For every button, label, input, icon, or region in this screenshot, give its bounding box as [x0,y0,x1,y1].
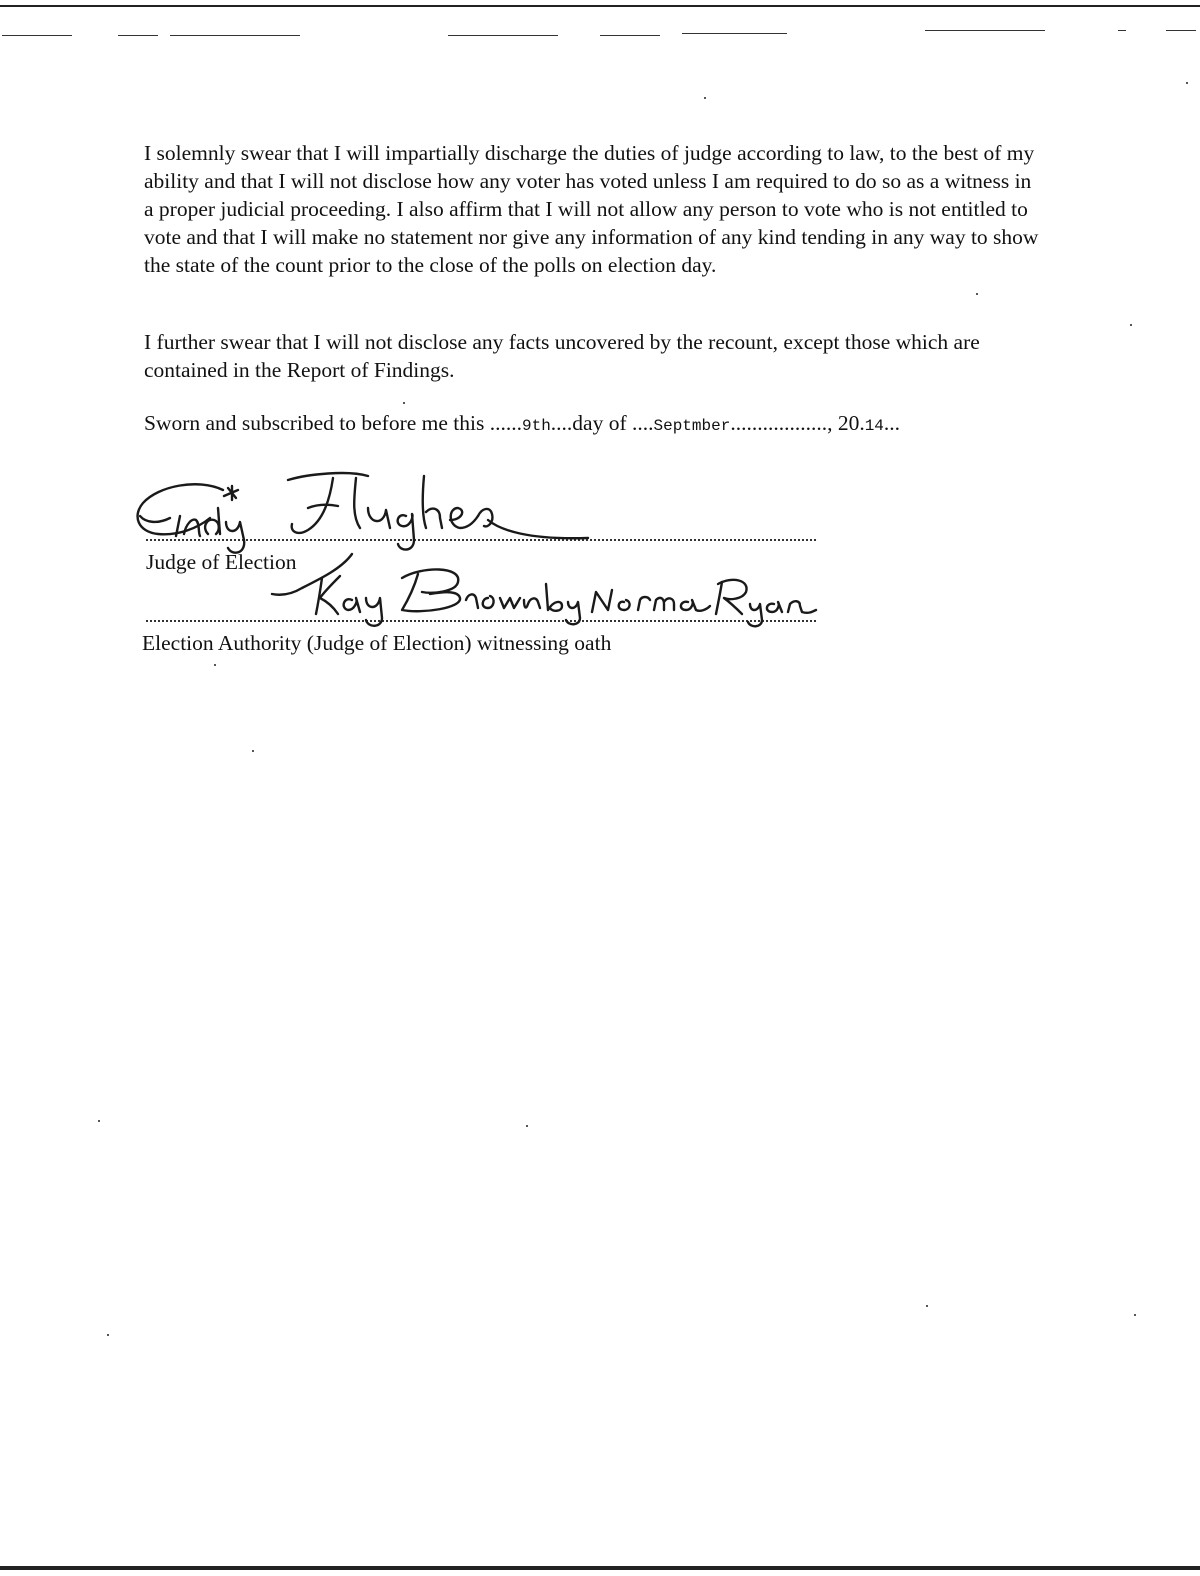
scan-artifact [1166,30,1196,31]
scan-speck [1186,82,1188,84]
scan-artifact [2,35,72,36]
authority-signature [262,548,822,628]
dot-leader: .... [632,411,654,435]
oath-paragraph-1: I solemnly swear that I will impartially discharge the duties of judge according to law, to the best of my ability and that I will not disclose how any voter has voted unless I am required to do so as a witness in a proper judicial proceeding. I also affirm that I will not allow any person to vote who is not entitled to vote and that I will make no statement nor give any information of any kind tending in any way to show the state of the count prior to the close of the polls on election day. [144,141,1039,277]
election-authority-label: Election Authority (Judge of Election) witnessing oath [142,631,612,655]
scan-artifact [682,33,787,34]
scan-artifact [1118,30,1126,31]
year-prefix: , 20. [827,411,865,435]
scan-artifact [118,35,158,36]
top-scan-border [0,5,1200,7]
sworn-day-value: 9th [521,417,551,435]
scan-speck [214,664,216,666]
scan-artifact [925,30,1045,31]
oath-paragraph-2: I further swear that I will not disclose any facts uncovered by the recount, except those which are contained in the Report of Findings. [144,330,980,382]
dot-leader: ...... [489,411,522,435]
judge-of-election-label: Judge of Election [146,550,297,574]
scan-artifact [170,35,300,36]
sworn-year-value: 14 [864,417,884,435]
sworn-month-value: Septmber [653,417,731,435]
scan-speck [98,1120,100,1122]
scan-artifact [448,35,558,36]
scan-artifact [600,35,660,36]
dot-leader: ... [883,411,901,435]
sworn-prefix: Sworn and subscribed to before me this [144,411,490,435]
scan-speck [926,1305,928,1307]
day-of-label: day of [572,411,632,435]
scan-speck [704,97,706,99]
scan-speck [1130,324,1132,326]
scan-speck [107,1334,109,1336]
sworn-statement-line [144,409,900,440]
scan-speck [1134,1314,1136,1316]
scan-speck [252,750,254,752]
scan-speck [403,402,405,404]
judge-signature [128,468,598,558]
scan-speck [976,293,978,295]
scan-speck [526,1125,528,1127]
bottom-scan-border [0,1566,1200,1570]
dot-leader: .................. [730,411,828,435]
dot-leader: .... [550,411,573,435]
